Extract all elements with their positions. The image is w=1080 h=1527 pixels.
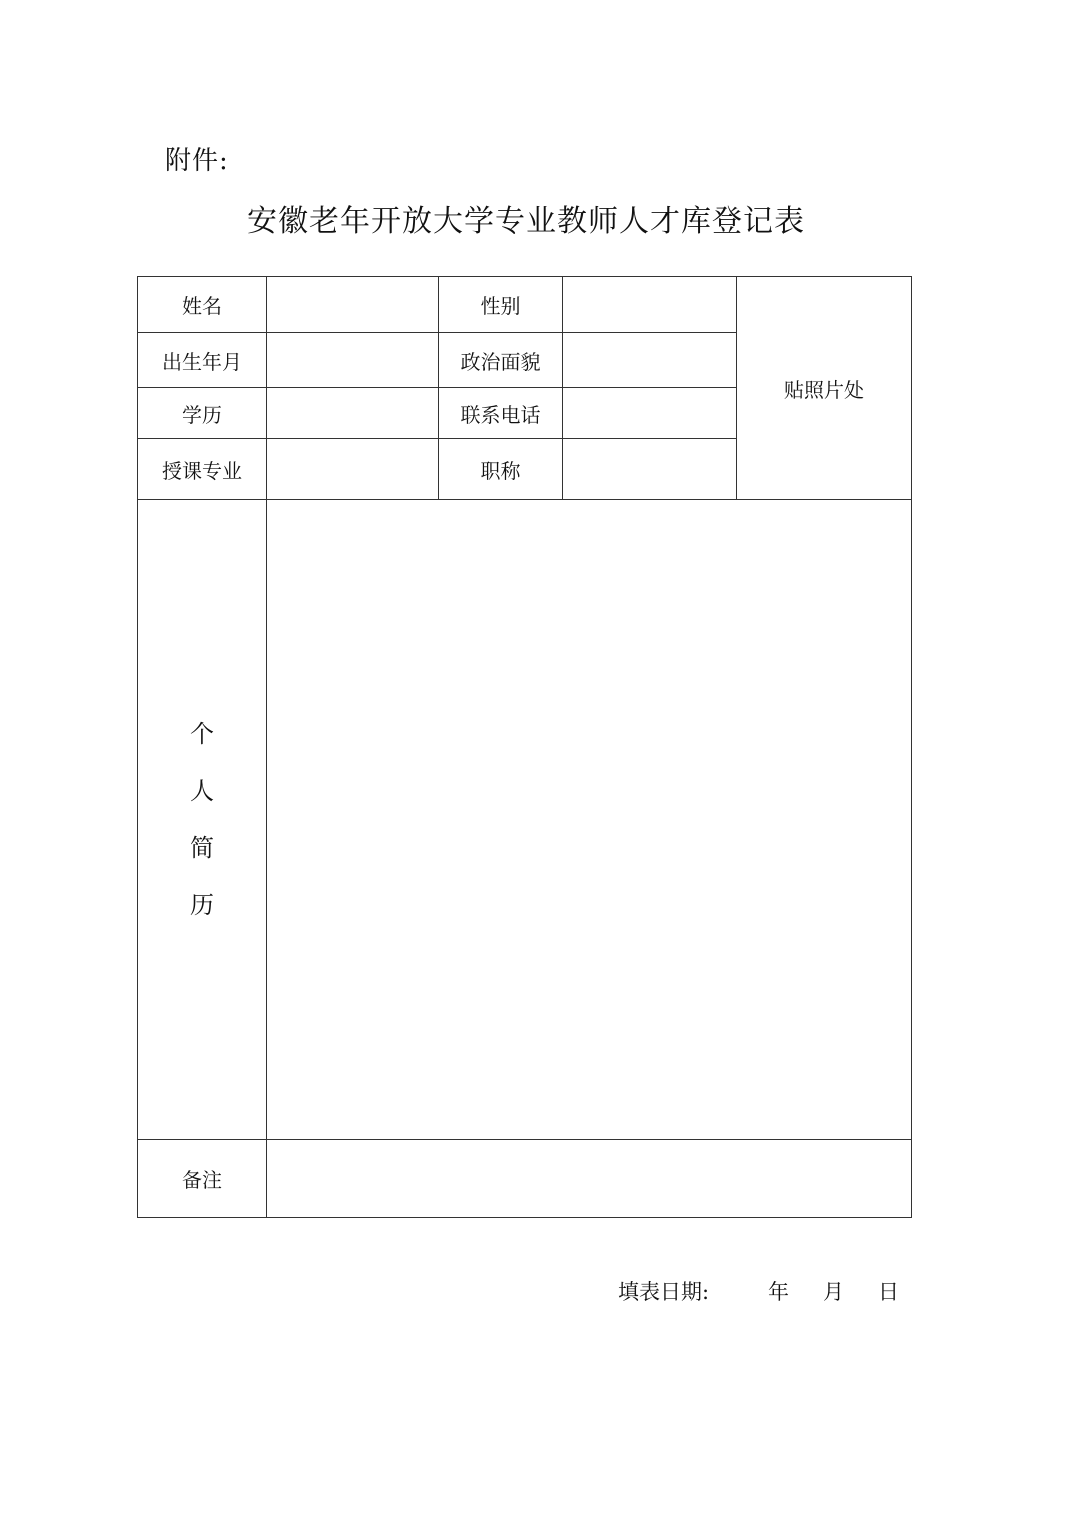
registration-form-table — [137, 276, 912, 1218]
date-day-label: 日 — [878, 1280, 899, 1304]
resume-field[interactable] — [267, 500, 912, 1140]
name-field[interactable] — [267, 277, 439, 333]
phone-field[interactable] — [563, 388, 737, 439]
gender-field[interactable] — [563, 277, 737, 333]
resume-label-char: 个 — [190, 719, 214, 748]
education-label: 学历 — [138, 388, 267, 439]
birth-field[interactable] — [267, 333, 439, 388]
date-year-label: 年 — [768, 1280, 789, 1304]
photo-placeholder[interactable]: 贴照片处 — [737, 277, 912, 500]
professional-title-label: 职称 — [439, 439, 563, 500]
resume-label-char: 简 — [190, 833, 214, 862]
teaching-major-field[interactable] — [267, 439, 439, 500]
birth-label: 出生年月 — [138, 333, 267, 388]
resume-label-char: 历 — [190, 890, 214, 919]
professional-title-field[interactable] — [563, 439, 737, 500]
fill-date-label: 填表日期: — [618, 1280, 710, 1304]
resume-label — [138, 500, 267, 1140]
remark-label: 备注 — [138, 1140, 267, 1218]
education-field[interactable] — [267, 388, 439, 439]
attachment-label: 附件: — [165, 146, 229, 176]
resume-label-char: 人 — [190, 776, 214, 805]
fill-date-line — [618, 1276, 918, 1306]
remark-field[interactable] — [267, 1140, 912, 1218]
date-month-label: 月 — [823, 1280, 844, 1304]
form-title: 安徽老年开放大学专业教师人才库登记表 — [247, 204, 805, 239]
political-status-field[interactable] — [563, 333, 737, 388]
political-status-label: 政治面貌 — [439, 333, 563, 388]
gender-label: 性别 — [439, 277, 563, 333]
name-label: 姓名 — [138, 277, 267, 333]
phone-label: 联系电话 — [439, 388, 563, 439]
teaching-major-label: 授课专业 — [138, 439, 267, 500]
